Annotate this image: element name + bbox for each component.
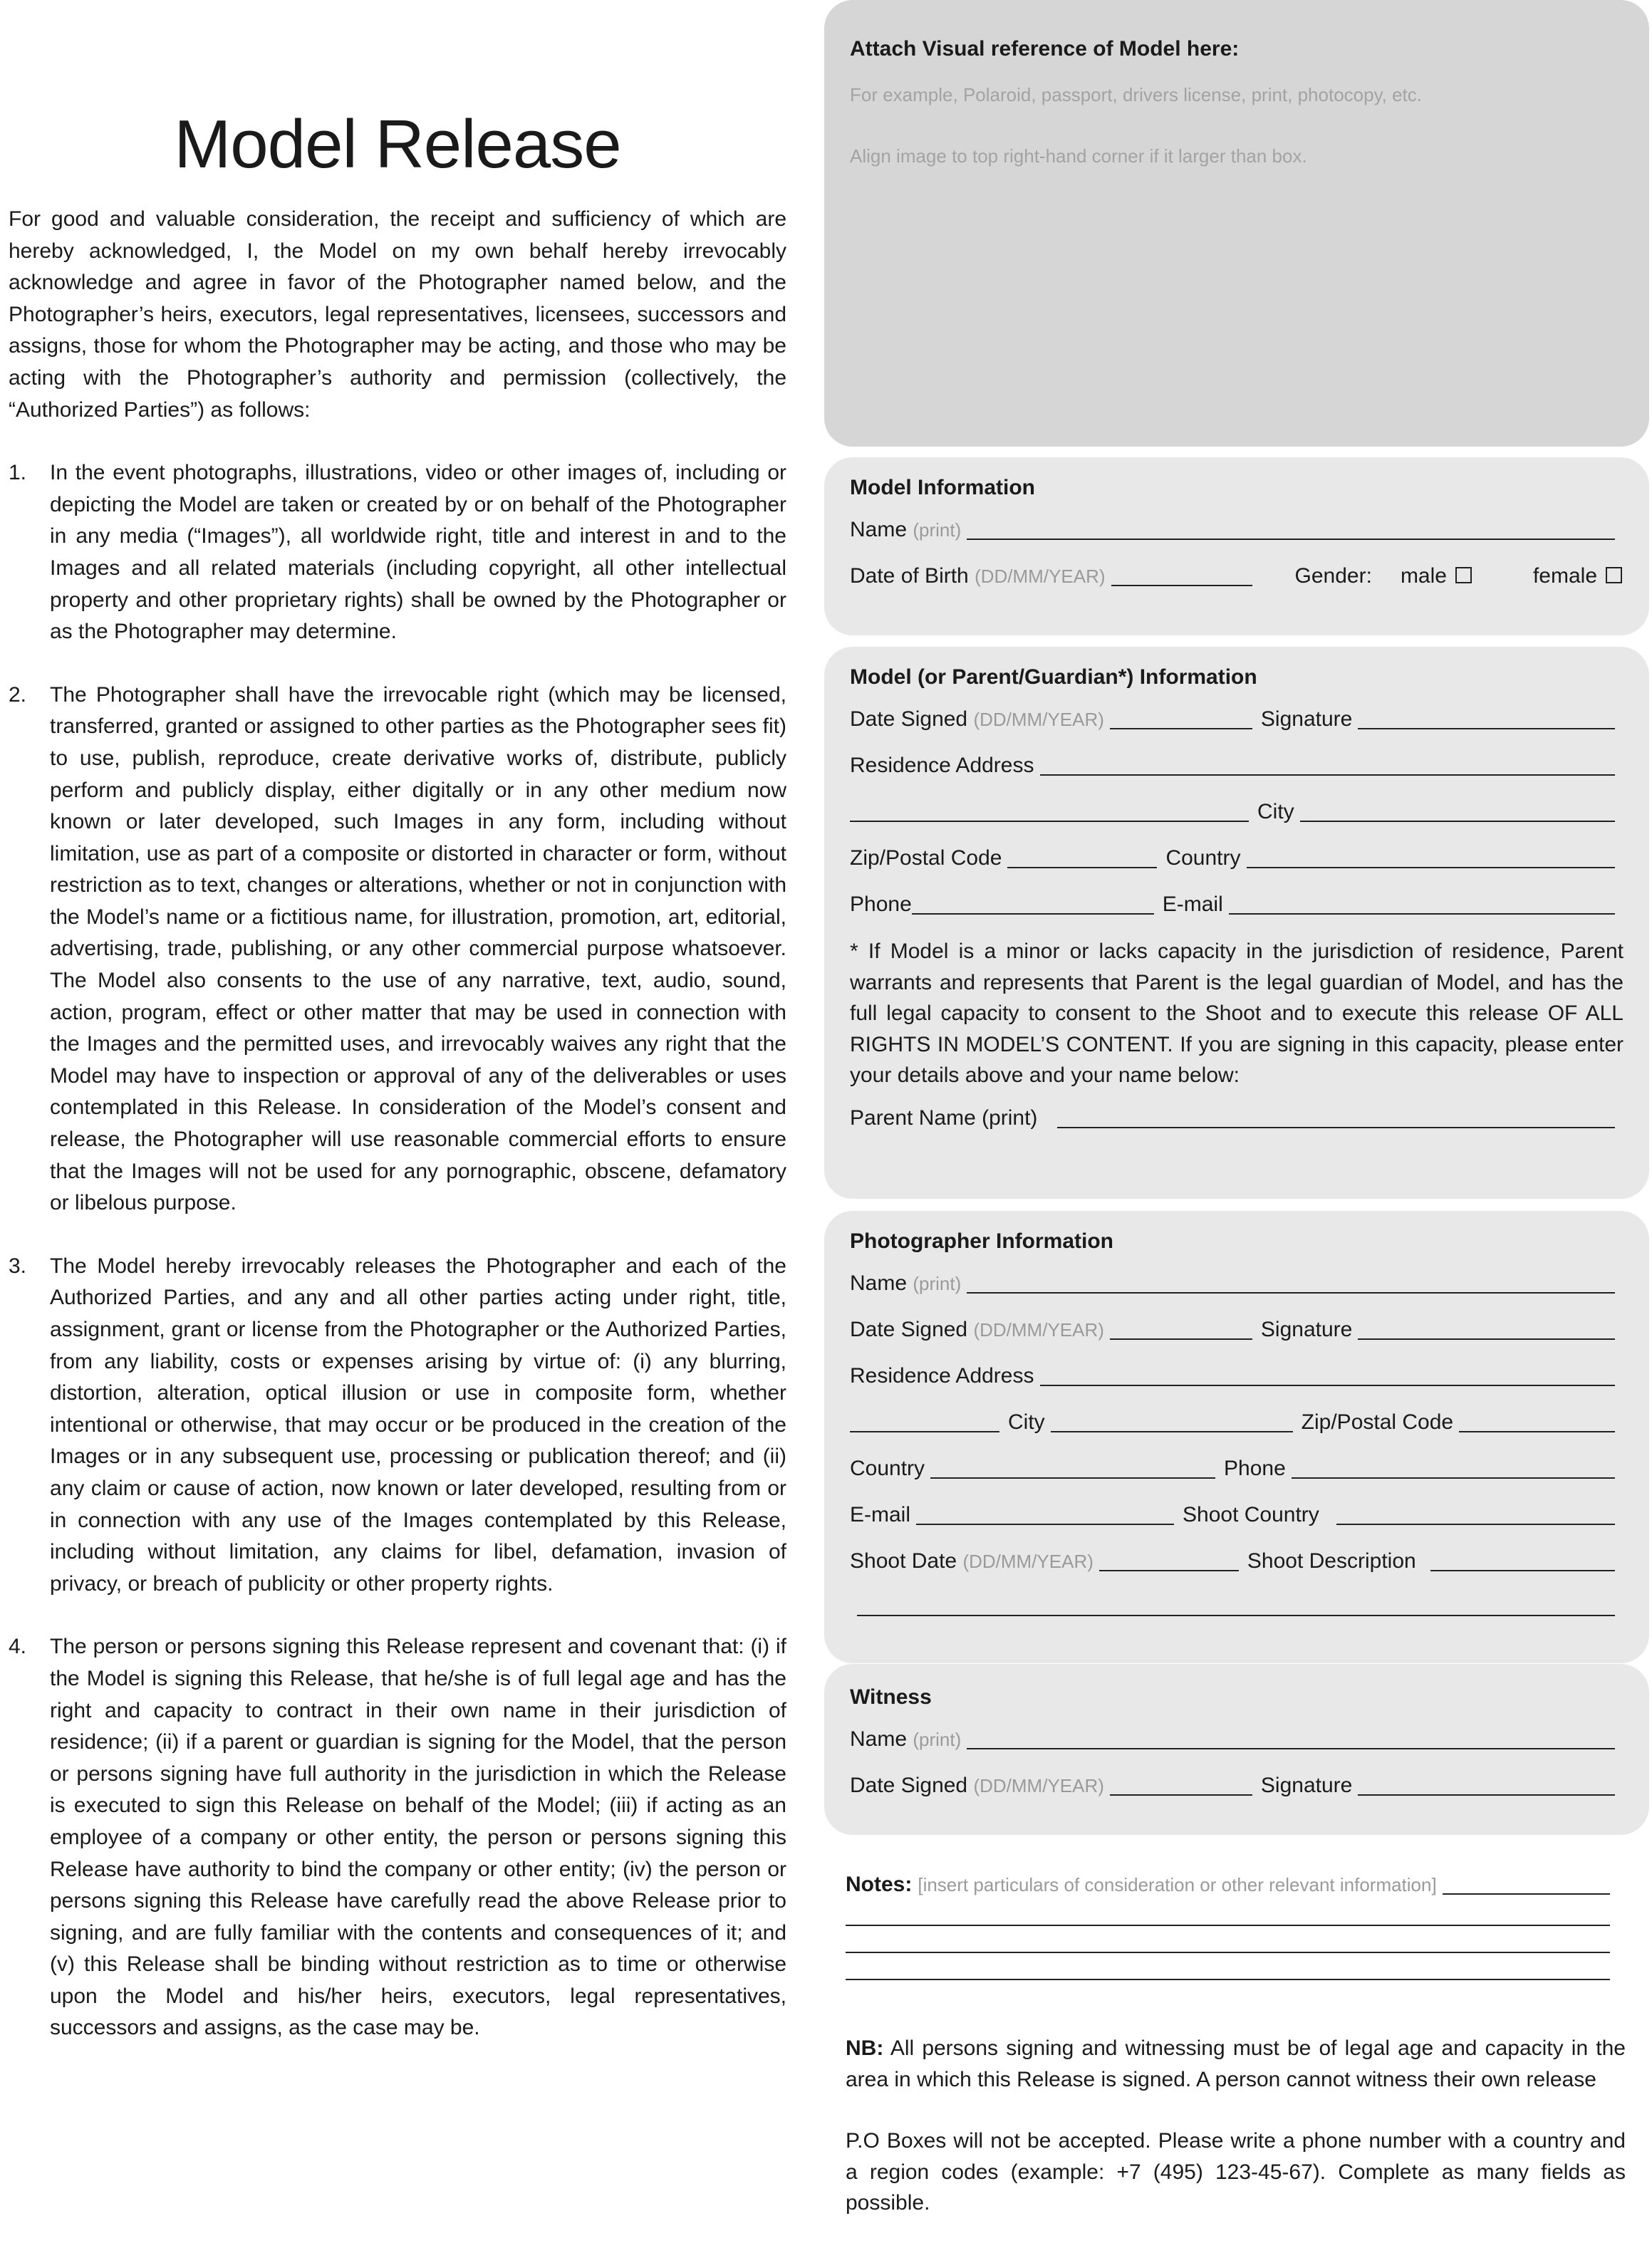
notes-field-line[interactable] [846, 1957, 1610, 1980]
field-label: Residence Address [850, 1364, 1034, 1388]
page-title: Model Release [174, 106, 621, 182]
field-label: Residence Address [850, 754, 1034, 777]
field-label: Date of Birth (DD/MM/YEAR) [850, 564, 1106, 588]
field-label: Shoot Date (DD/MM/YEAR) [850, 1549, 1093, 1573]
clause-item [9, 680, 786, 1219]
notes-row [846, 1871, 1626, 1899]
clause-text: The person or persons signing this Release represent and covenant that: (i) if the Model is signing this Release, that he/she is of full legal age and has the right and capacity to contract in their own name in their jurisdiction of residence; (ii) if a parent or guardian is signing for the Model, that the person or persons signing have full authority in the jurisdiction in which the Release is executed to sign this Release on behalf of the Model; (iii) if acting as an employee of a company or other entity, the person or persons signing this Release have authority to bind the company or other entity; (iv) the person or persons signing this Release have carefully read the above Release prior to signing, and are fully familiar with the contents and consequences of it; and (v) this Release shall be binding without restriction as to time or otherwise upon the Model and his/her heirs, executors, legal representatives, successors and assigns, as the case may be. [50, 1635, 786, 2040]
intro-paragraph: For good and valuable consideration, the receipt and sufficiency of which are hereby acknowledged, I, the Model on my own behalf hereby irrevocably acknowledge and agree in favor of the Photographer named below, and the Photographer’s heirs, executors, legal representatives, licensees, successors and assigns, those for whom the Photographer may be acting, and those who may be acting with the Photographer’s authority and permission (collectively, the “Authorized Parties”) as follows: [9, 207, 786, 422]
guardian-phone-row [850, 890, 1624, 919]
model-name-field[interactable] [967, 517, 1615, 540]
male-checkbox[interactable] [1455, 567, 1472, 583]
guardian-email-field[interactable] [1229, 892, 1615, 915]
field-label: E-mail [850, 1503, 911, 1526]
notes-section [846, 1871, 1626, 1980]
clause-text: The Model hereby irrevocably releases the Photographer and each of the Authorized Parties, and any and all other parties acting under right, title, assignment, grant or license from the Photographer or the Authorized Parties, from any liability, costs or expenses arising by virtue of: (i) any blurring, distortion, alteration, optical illusion or use in composite form, whether intentional or otherwise, that may occur or be produced in the creation of the Images or in any subsequent use, processing or publication thereof; and (ii) any claim or cause of action, now known or later developed, resulting from or in connection with any use of the Images contemplated by this Release, including without limitation, any claims for libel, defamation, invasion of privacy, or breach of publicity or other property rights. [50, 1254, 786, 1596]
photographer-phone-field[interactable] [1292, 1456, 1615, 1479]
guardian-information-section [824, 647, 1649, 1199]
field-label: City [1008, 1410, 1045, 1434]
section-heading: Photographer Information [850, 1229, 1113, 1253]
field-label: Zip/Postal Code [850, 846, 1002, 870]
field-label: Country [850, 1457, 925, 1480]
shoot-date-row [850, 1547, 1624, 1576]
field-label: Signature [1260, 707, 1353, 731]
nb-section [846, 2033, 1626, 2219]
photographer-name-row [850, 1269, 1624, 1298]
witness-signed-row [850, 1771, 1624, 1800]
guardian-date-field[interactable] [1110, 707, 1252, 729]
field-label: Name (print) [850, 1727, 962, 1751]
section-heading: Model Information [850, 476, 1035, 499]
field-label: Signature [1260, 1774, 1353, 1797]
guardian-zip-field[interactable] [1007, 846, 1157, 868]
photographer-signature-field[interactable] [1358, 1317, 1615, 1340]
clause-text: The Photographer shall have the irrevocable right (which may be licensed, transferred, granted or assigned to other parties as the Photographer sees fit) to use, publish, reproduce, create derivative works of, distribute, publicly perform and publicly display, either digitally or in any other medium now known or later developed, such Images in any form, including without limitation, use as part of a composite or distorted in character or form, without restriction as to text, changes or alterations, whether or not in conjunction with the Model’s name or a fictitious name, for illustration, promotion, art, editorial, advertising, trade, publishing, or any other commercial purpose whatsoever. The Model also consents to the use of any narrative, text, audio, sound, action, program, effect or other matter that may be used in connection with the Images and the permitted uses, and irrevocably waives any right that the Model may have to inspection or approval of any of the deliverables or uses contemplated in this Release. In consideration of the Model’s consent and release, the Photographer will use reasonable commercial efforts to ensure that the Images will not be used for any pornographic, obscene, defamatory or libelous purpose. [50, 682, 786, 1215]
photographer-information-section [824, 1211, 1649, 1663]
witness-signature-field[interactable] [1358, 1773, 1615, 1796]
clause-number: 1. [9, 461, 27, 485]
photographer-country-field[interactable] [930, 1456, 1215, 1479]
clause-item [9, 457, 786, 648]
field-label: Date Signed (DD/MM/YEAR) [850, 1318, 1104, 1341]
model-information-section [824, 457, 1649, 635]
guardian-city-row [850, 798, 1624, 826]
notes-field-line[interactable] [846, 1930, 1610, 1953]
clause-number: 2. [9, 682, 27, 707]
photographer-country-row [850, 1455, 1624, 1483]
release-text-column [9, 0, 786, 2044]
photographer-city-field[interactable] [1051, 1410, 1293, 1432]
guardian-city-field[interactable] [1300, 799, 1615, 822]
visual-reference-dropzone[interactable] [824, 0, 1649, 447]
gender-male-option[interactable]: male [1401, 562, 1472, 590]
photographer-zip-field[interactable] [1459, 1410, 1615, 1432]
photographer-name-field[interactable] [967, 1271, 1615, 1294]
model-name-row [850, 516, 1624, 544]
guardian-address-line2-field[interactable] [850, 799, 1249, 822]
guardian-phone-field[interactable] [912, 892, 1154, 915]
section-heading: Model (or Parent/Guardian*) Information [850, 665, 1257, 689]
shoot-description-row2 [850, 1593, 1624, 1620]
field-label: Name (print) [850, 1271, 962, 1295]
field-label: Zip/Postal Code [1301, 1410, 1454, 1434]
guardian-note: * If Model is a minor or lacks capacity in the jurisdiction of residence, Parent warrants and represents that Parent is the legal guardian of Model, and has the full legal capacity to consent to the Shoot and to execute this release OF ALL RIGHTS IN MODEL’S CONTENT. If you are signing in this capacity, please enter your details above and your name below: [850, 940, 1624, 1087]
clause-number: 3. [9, 1254, 27, 1278]
parent-name-field[interactable] [1057, 1105, 1615, 1128]
female-checkbox[interactable] [1606, 567, 1622, 583]
photographer-city-row [850, 1408, 1624, 1437]
clause-text: In the event photographs, illustrations, video or other images of, including or depicting the Model are taken or created by or on behalf of the Photographer in any media (“Images”), all worldwide right, title and interest in and to the Images and all related materials (including copyright, all other intellectual property and other proprietary rights) shall be owned by the Photographer or as the Photographer may determine. [50, 461, 786, 644]
field-label: Shoot Country [1183, 1503, 1319, 1526]
notes-hint: [insert particulars of consideration or other relevant information] [918, 1874, 1437, 1895]
parent-name-row [850, 1104, 1624, 1133]
clause-item [9, 1251, 786, 1601]
clause-number: 4. [9, 1635, 27, 1659]
photographer-residence-field[interactable] [1040, 1363, 1616, 1386]
field-label: Country [1165, 846, 1241, 870]
section-heading: Witness [850, 1685, 932, 1709]
photographer-residence-row [850, 1362, 1624, 1390]
notes-field-line[interactable] [846, 1903, 1610, 1926]
field-label: Phone [850, 893, 912, 916]
gender-female-option[interactable]: female [1533, 562, 1622, 590]
field-label: Name (print) [850, 518, 962, 541]
notes-field[interactable] [1443, 1872, 1610, 1895]
photographer-email-field[interactable] [916, 1502, 1174, 1525]
field-label: Parent Name (print) [850, 1105, 1038, 1130]
field-label: City [1257, 800, 1294, 823]
guardian-residence-field[interactable] [1040, 753, 1616, 776]
visual-reference-hint: Align image to top right-hand corner if it larger than box. [850, 145, 1307, 167]
model-dob-row [850, 562, 1624, 590]
visual-reference-heading: Attach Visual reference of Model here: [850, 37, 1240, 61]
nb-text: NB: All persons signing and witnessing must be of legal age and capacity in the area in which this Release is signed. A person cannot witness their own release [846, 2036, 1626, 2091]
notes-label: Notes: [846, 1873, 913, 1896]
guardian-signature-field[interactable] [1358, 707, 1615, 729]
guardian-residence-row [850, 751, 1624, 780]
guardian-zip-row [850, 844, 1624, 873]
shoot-country-field[interactable] [1336, 1502, 1615, 1525]
field-label: Signature [1260, 1318, 1353, 1341]
witness-section [824, 1664, 1649, 1835]
witness-date-field[interactable] [1110, 1773, 1252, 1796]
field-label: E-mail [1162, 893, 1223, 916]
shoot-description-field-line2[interactable] [857, 1593, 1615, 1616]
model-dob-field[interactable] [1111, 563, 1252, 586]
po-box-note: P.O Boxes will not be accepted. Please write a phone number with a country and a region codes (example: +7 (495) 123-45-67). Complete as many fields as possible. [846, 2129, 1626, 2215]
witness-name-row [850, 1725, 1624, 1754]
witness-name-field[interactable] [967, 1727, 1615, 1749]
guardian-country-field[interactable] [1247, 846, 1616, 868]
photographer-address-line2-field[interactable] [850, 1410, 999, 1432]
clause-item [9, 1631, 786, 2044]
visual-reference-hint: For example, Polaroid, passport, drivers license, print, photocopy, etc. [850, 84, 1423, 105]
field-label: Shoot Description [1247, 1549, 1416, 1573]
photographer-signed-row [850, 1316, 1624, 1344]
shoot-description-field[interactable] [1430, 1549, 1615, 1571]
field-label: Phone [1224, 1457, 1286, 1480]
guardian-signed-row [850, 705, 1624, 734]
gender-label: Gender: [1294, 564, 1372, 588]
shoot-date-field[interactable] [1099, 1549, 1239, 1571]
field-label: Date Signed (DD/MM/YEAR) [850, 707, 1104, 731]
photographer-email-row [850, 1501, 1624, 1529]
field-label: Date Signed (DD/MM/YEAR) [850, 1774, 1104, 1797]
photographer-date-field[interactable] [1110, 1317, 1252, 1340]
clause-list [9, 457, 786, 2044]
